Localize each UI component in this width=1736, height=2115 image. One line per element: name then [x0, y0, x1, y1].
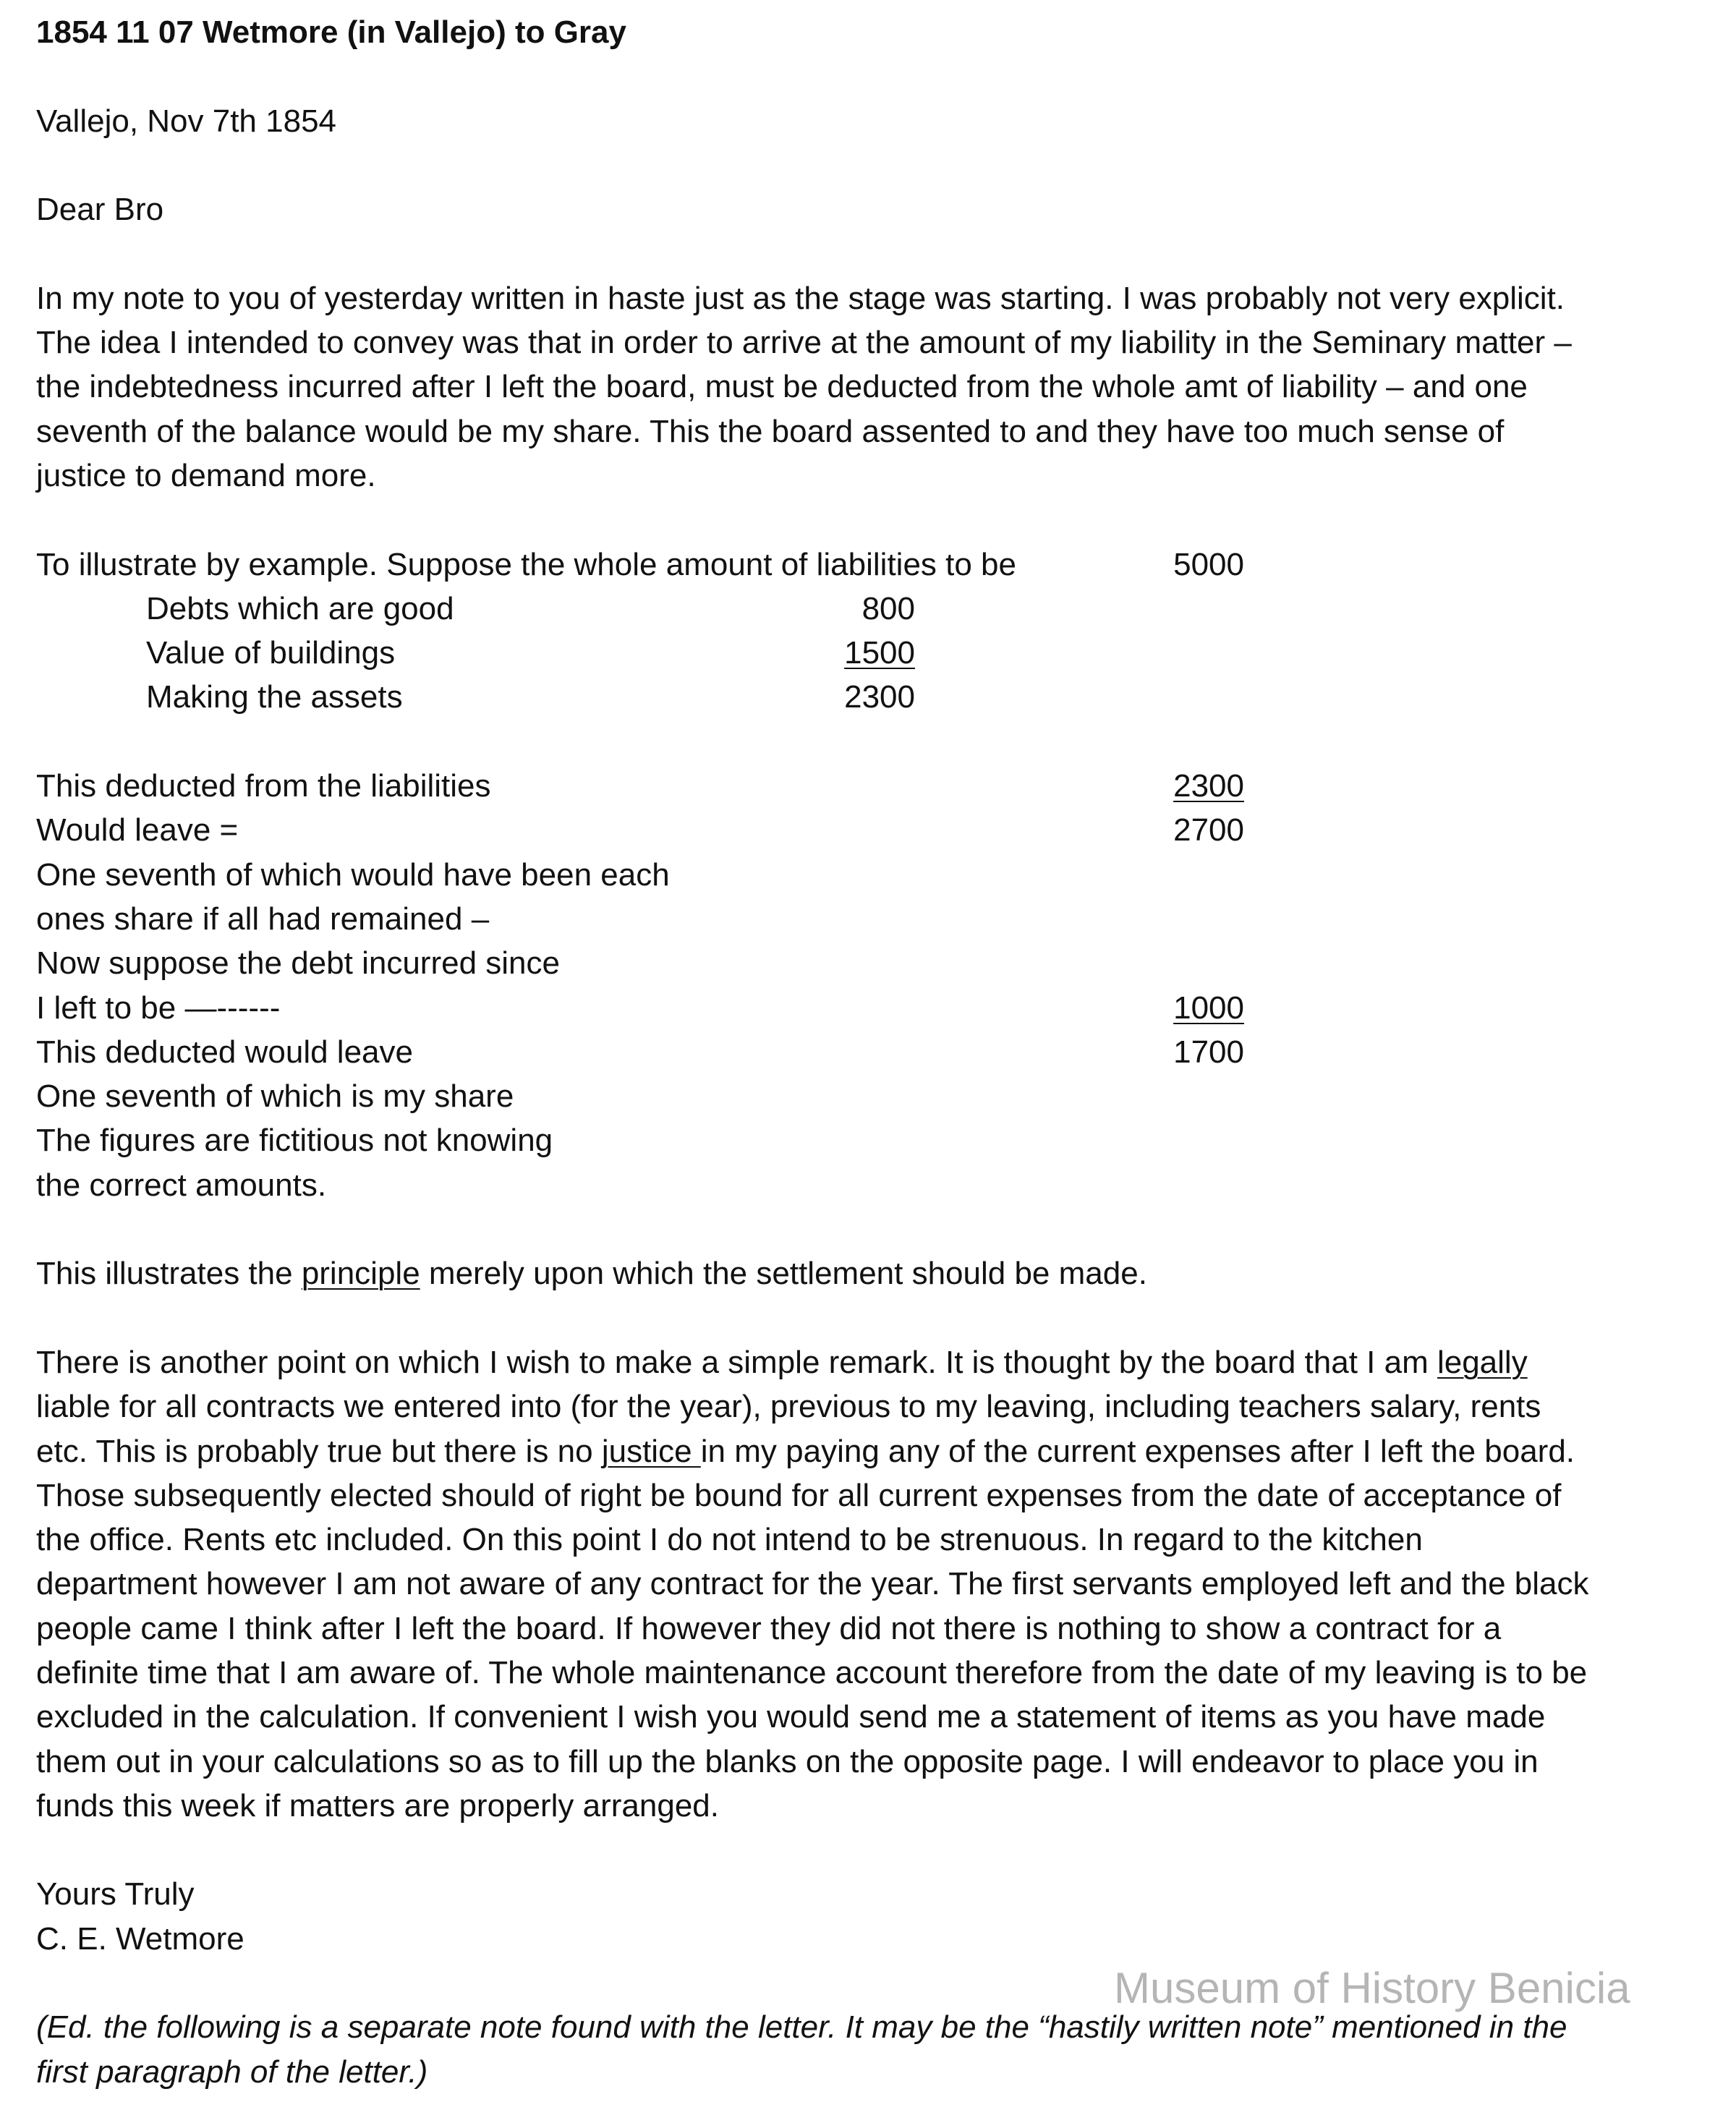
assets-label: Making the assets: [146, 679, 403, 715]
example-line: Now suppose the debt incurred since: [36, 945, 560, 982]
would-leave-row: [36, 1030, 1714, 1074]
would-leave-value: 1700: [1173, 1034, 1244, 1070]
example-intro: To illustrate by example. Suppose the whole amount of liabilities to be: [36, 546, 1016, 582]
document-title: 1854 11 07 Wetmore (in Vallejo) to Gray: [36, 14, 626, 50]
leave-label: Would leave =: [36, 812, 239, 848]
assets-value: 2300: [844, 679, 915, 715]
paragraph-line: seventh of the balance would be my share. This the board assented to and they have too much sense of: [36, 413, 1505, 449]
total-liabilities-value: 5000: [1173, 546, 1244, 582]
since-value: 1000: [1173, 990, 1244, 1026]
paragraph-line: Those subsequently elected should of right be bound for all current expenses from the date of acceptance of: [36, 1477, 1562, 1513]
text-run: There is another point on which I wish to make a simple remark. It is thought by the board that I am: [36, 1344, 1437, 1380]
closing: Yours Truly: [36, 1876, 195, 1912]
paragraph-line: people came I think after I left the board. If however they did not there is nothing to show a contract for a: [36, 1610, 1502, 1646]
paragraph-line: excluded in the calculation. If convenient I wish you would send me a statement of items as you have made: [36, 1699, 1546, 1735]
editor-note: [36, 2005, 1714, 2094]
paragraph-line: the office. Rents etc included. On this point I do not intend to be strenuous. In regard to the kitchen: [36, 1522, 1423, 1558]
text-run: in my paying any of the current expenses after I left the board.: [700, 1433, 1575, 1469]
signature: C. E. Wetmore: [36, 1920, 244, 1957]
example-line: One seventh of which would have been each: [36, 856, 670, 893]
letter-page: [36, 10, 1714, 2094]
paragraph-line: [36, 1340, 1714, 1384]
paragraph-line: definite time that I am aware of. The whole maintenance account therefore from the date of my leaving is to be: [36, 1654, 1588, 1690]
deducted-value: 2300: [1173, 768, 1244, 804]
buildings-label: Value of buildings: [146, 635, 396, 671]
assets-row: [36, 675, 1714, 719]
deducted-label: This deducted from the liabilities: [36, 768, 491, 804]
dateline: Vallejo, Nov 7th 1854: [36, 103, 337, 139]
example-line: the correct amounts.: [36, 1167, 327, 1203]
paragraph-3: [36, 1340, 1714, 1828]
paragraph-line: [36, 1429, 1714, 1473]
paragraph-line: liable for all contracts we entered into (for the year), previous to my leaving, including teachers salary, rents: [36, 1389, 1541, 1425]
paragraph-line: funds this week if matters are properly arranged.: [36, 1787, 720, 1824]
principle-line: [36, 1251, 1714, 1295]
paragraph-line: the indebtedness incurred after I left the board, must be deducted from the whole amt of liability – and one: [36, 369, 1528, 405]
paragraph-line: them out in your calculations so as to fill up the blanks on the opposite page. I will endeavor to place you in: [36, 1743, 1539, 1779]
buildings-row: [36, 631, 1714, 675]
principle-before: This illustrates the: [36, 1256, 302, 1292]
debts-value: 800: [861, 590, 915, 626]
deducted-row: [36, 764, 1714, 808]
example-line: One seventh of which is my share: [36, 1078, 514, 1115]
since-label: I left to be —------: [36, 990, 281, 1026]
text-run: etc. This is probably true but there is no: [36, 1433, 602, 1469]
since-row: [36, 986, 1714, 1030]
example-line: The figures are fictitious not knowing: [36, 1123, 553, 1159]
example-intro-row: [36, 542, 1714, 587]
paragraph-line: In my note to you of yesterday written in haste just as the stage was starting. I was probably not very explicit.: [36, 280, 1565, 316]
paragraph-line: The idea I intended to convey was that in order to arrive at the amount of my liability in the Seminary matter –: [36, 325, 1572, 361]
paragraph-line: justice to demand more.: [36, 457, 376, 493]
leave-row: [36, 808, 1714, 852]
leave-value: 2700: [1173, 812, 1244, 848]
buildings-value: 1500: [844, 635, 915, 671]
debts-label: Debts which are good: [146, 590, 454, 626]
paragraph-line: department however I am not aware of any contract for the year. The first servants employed left and the black: [36, 1566, 1589, 1602]
would-leave-label: This deducted would leave: [36, 1034, 413, 1070]
debts-row: [36, 587, 1714, 631]
principle-word: principle: [301, 1256, 420, 1292]
example-line: ones share if all had remained –: [36, 901, 490, 937]
underlined-word: legally: [1437, 1344, 1528, 1380]
example-calculation: [36, 542, 1714, 1207]
paragraph-1: [36, 276, 1714, 498]
editor-note-line: (Ed. the following is a separate note found with the letter. It may be the “hastily written note” mentioned in the: [36, 2009, 1567, 2046]
salutation: Dear Bro: [36, 192, 164, 228]
underlined-word: justice: [601, 1433, 701, 1469]
principle-after: merely upon which the settlement should be made.: [420, 1256, 1147, 1292]
editor-note-line: first paragraph of the letter.): [36, 2054, 428, 2090]
watermark: Museum of History Benicia: [1114, 1964, 1630, 2012]
